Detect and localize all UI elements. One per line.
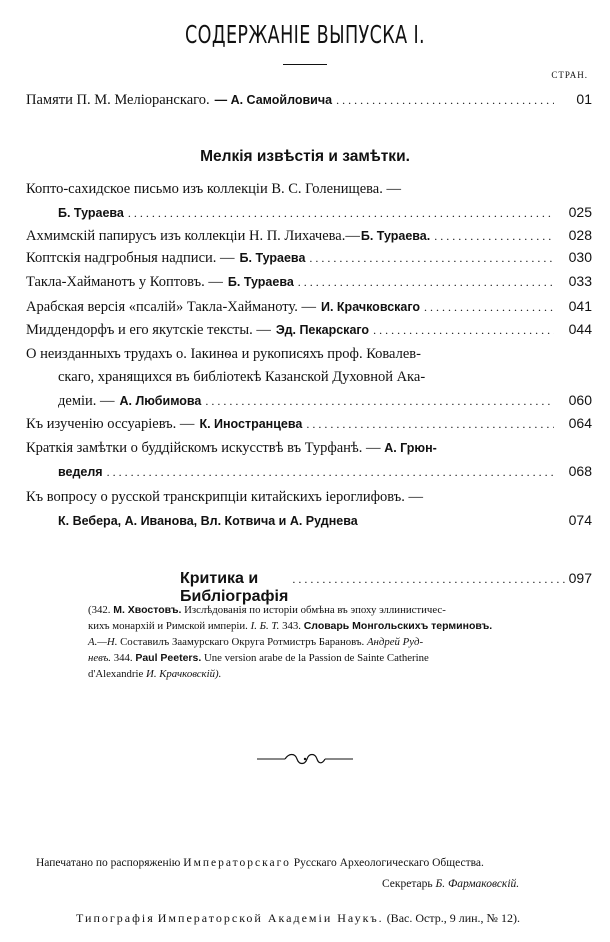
toc-entry[interactable] [58, 389, 592, 412]
toc-entry[interactable] [26, 246, 592, 269]
entry-author: веделя [58, 465, 103, 479]
entry-title: Миддендорфъ и его якутскіе тексты. — [26, 322, 271, 338]
leader-dots [373, 319, 554, 341]
toc-entry[interactable] [26, 412, 592, 435]
criticism-author: М. Хвостовъ. [113, 604, 182, 616]
imprint-text: Русскаго Археологическаго Общества. [293, 857, 484, 869]
criticism-number: 343. [282, 620, 301, 632]
toc-entry[interactable] [26, 270, 592, 293]
entry-author: К. Иностранцева [199, 417, 303, 431]
toc-entry-criticism[interactable] [180, 570, 592, 606]
secretary-line [382, 878, 519, 890]
leader-dots [306, 413, 554, 435]
entry-title: Ахмимскій папирусъ изъ коллекціи Н. П. Лихачева.— [26, 228, 360, 244]
criticism-reviewer: Андрей Руд- [366, 636, 424, 648]
criticism-text: Une version arabe de la Passion de Sainte Catherine [203, 652, 429, 664]
toc-entry[interactable] [58, 201, 592, 224]
criticism-line [88, 651, 429, 666]
page-column-label: СТРАН. [551, 70, 588, 80]
toc-entry[interactable] [26, 224, 592, 247]
ornament-divider [255, 752, 355, 766]
entry-title: Къ изученію оссуаріевъ. — [26, 416, 195, 432]
criticism-reviewer: невъ. [88, 652, 111, 664]
entry-page: 060 [568, 392, 592, 408]
criticism-text: Изслѣдованія по исторіи обмѣна въ эпоху эллинистичес- [184, 604, 446, 616]
criticism-number: 344. [113, 652, 133, 664]
criticism-line [88, 635, 423, 650]
entry-author: Б. Тураева [58, 206, 124, 220]
entry-author: К. Вебера, А. Иванова, Вл. Котвича и А. Руднева [58, 514, 358, 528]
entry-author: А. Грюн- [384, 441, 437, 455]
toc-entry[interactable] [26, 295, 592, 318]
leader-dots [309, 247, 554, 269]
leader-dots [107, 461, 554, 483]
criticism-text: кихъ монархій и Римской имперіи. [88, 620, 248, 632]
entry-title: Такла-Хайманотъ у Коптовъ. — [26, 274, 223, 290]
entry-author: Б. Тураева [239, 251, 306, 265]
entry-page: 025 [568, 204, 592, 220]
criticism-reviewer: І. Б. Т. [250, 620, 280, 632]
toc-entry[interactable] [58, 460, 592, 483]
printer-line [76, 911, 520, 926]
page-title: СОДЕРЖАНІЕ ВЫПУСКА I. [185, 20, 425, 49]
entry-page: 097 [568, 570, 592, 586]
criticism-text: (342. [88, 604, 111, 616]
entry-title: Коптскія надгробныя надписи. — [26, 250, 235, 266]
leader-dots [128, 202, 554, 224]
leader-dots [292, 572, 564, 587]
entry-title: Памяти П. М. Меліоранскаго. [26, 92, 210, 108]
entry-page: 033 [568, 273, 592, 289]
imprint-society: Императорскаго [183, 857, 291, 869]
criticism-text: d'Alexandrie [88, 668, 144, 680]
entry-author: И. Крачковскаго [321, 300, 421, 314]
criticism-reviewer: А.—Н. [88, 636, 118, 648]
imprint-line [36, 857, 484, 869]
criticism-reviewer: И. Крачковскій). [146, 668, 222, 680]
leader-dots [336, 89, 554, 111]
secretary-label: Секретарь [382, 878, 433, 890]
entry-page: 030 [568, 249, 592, 265]
criticism-line [88, 667, 221, 682]
toc-entry[interactable] [26, 318, 592, 341]
toc-entry-memorial[interactable] [26, 88, 592, 111]
entry-author: — А. Самойловича [214, 93, 333, 107]
entry-title: деміи. — [58, 393, 115, 409]
leader-dots [205, 390, 554, 412]
toc-entry-line[interactable]: Къ вопросу о русской транскрипціи китайскихъ іероглифовъ. — [26, 489, 424, 505]
leader-dots [424, 296, 554, 318]
toc-entry-line[interactable]: скаго, хранящихся въ библіотекѣ Казанской Духовной Ака- [58, 369, 426, 385]
entry-page: 068 [568, 463, 592, 479]
toc-entry-line[interactable] [26, 437, 437, 459]
leader-dots [298, 271, 554, 293]
printer-address: (Вас. Остр., 9 лин., № 12). [386, 911, 520, 925]
imprint-text: Напечатано по распоряженію [36, 857, 181, 869]
criticism-line [88, 603, 446, 618]
section-heading-notes: Мелкія извѣстія и замѣтки. [200, 148, 410, 165]
entry-author: А. Любимова [119, 394, 202, 408]
entry-author: Эд. Пекарскаго [275, 323, 370, 337]
entry-page: 064 [568, 415, 592, 431]
secretary-name: Б. Фармаковскій. [435, 878, 520, 890]
entry-page: 044 [568, 321, 592, 337]
leader-dots [434, 225, 554, 247]
entry-author: Б. Тураева. [360, 229, 431, 243]
entry-page: 041 [568, 298, 592, 314]
section-heading-criticism: Критика и Библіографія [180, 570, 289, 605]
criticism-text: Составилъ Заамурскаго Округа Ротмистръ Барановъ. [120, 636, 365, 648]
entry-title: Краткія замѣтки о буддійскомъ искусствѣ въ Турфанѣ. — [26, 440, 381, 456]
title-divider [283, 64, 327, 65]
entry-author: Б. Тураева [227, 275, 294, 289]
toc-entry[interactable] [58, 509, 592, 532]
criticism-line [88, 619, 492, 634]
printer-text: Типографія [76, 911, 155, 925]
entry-page: 074 [568, 512, 592, 528]
toc-entry-line[interactable]: О неизданныхъ трудахъ о. Іакинѳа и рукописяхъ проф. Ковалев- [26, 346, 421, 362]
entry-title: Арабская версія «псалій» Такла-Хайманоту. — [26, 299, 316, 315]
toc-entry-line[interactable]: Копто-сахидское письмо изъ коллекціи В. С. Голенищева. — [26, 181, 401, 197]
criticism-author: Paul Peeters. [135, 652, 202, 664]
printer-name: Императорской Академіи Наукъ. [157, 911, 384, 925]
entry-page: 028 [568, 227, 592, 243]
entry-page: 01 [576, 91, 592, 107]
criticism-title: Словарь Монгольскихъ терминовъ. [303, 620, 493, 632]
